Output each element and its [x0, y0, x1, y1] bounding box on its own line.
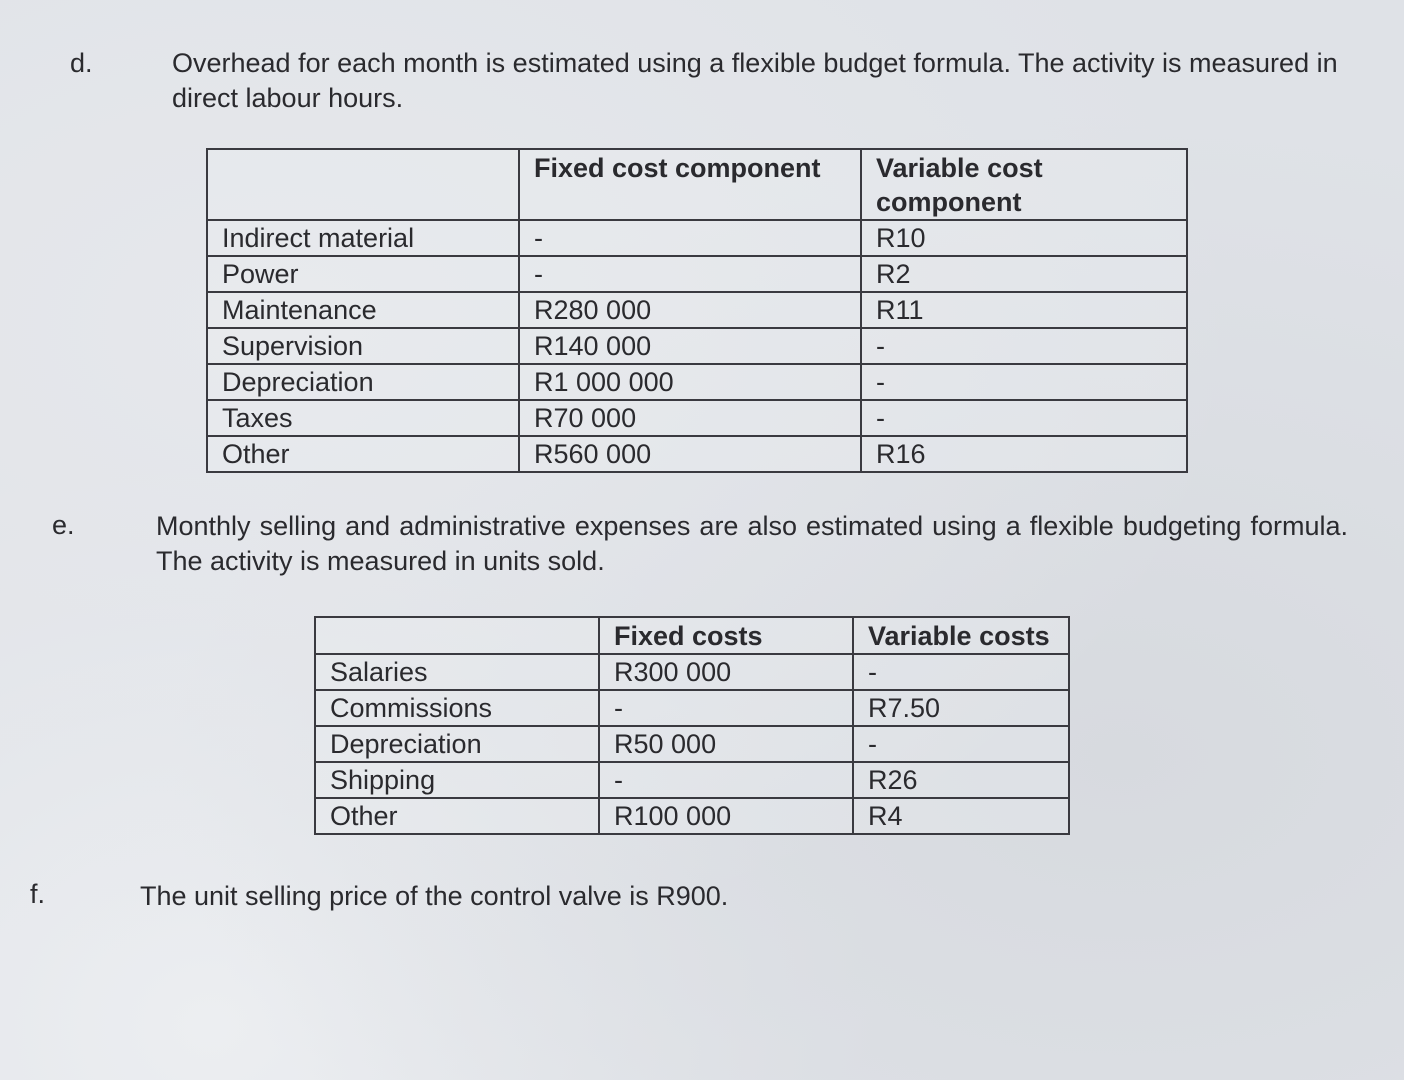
selling-cell-item: Shipping: [315, 762, 599, 798]
overhead-cell-fixed: R140 000: [519, 328, 861, 364]
overhead-cell-item: Indirect material: [207, 220, 519, 256]
overhead-cell-variable: R11: [861, 292, 1187, 328]
overhead-cell-variable: R16: [861, 436, 1187, 472]
overhead-table-header-row: [207, 149, 1187, 220]
selling-cell-fixed: R100 000: [599, 798, 853, 834]
selling-cell-fixed: -: [599, 690, 853, 726]
overhead-cell-item: Other: [207, 436, 519, 472]
selling-header-item: [315, 617, 599, 654]
overhead-cell-variable: -: [861, 400, 1187, 436]
item-e-text: Monthly selling and administrative expenses are also estimated using a flexible budgeting formula. The activity is measured in units sold.: [156, 511, 1348, 576]
item-f-marker: f.: [30, 879, 46, 909]
table-row: [207, 364, 1187, 400]
table-row: [207, 256, 1187, 292]
overhead-budget-table: [206, 148, 1188, 473]
selling-cell-item: Salaries: [315, 654, 599, 690]
overhead-cell-item: Power: [207, 256, 519, 292]
selling-cell-item: Commissions: [315, 690, 599, 726]
selling-cell-fixed: R300 000: [599, 654, 853, 690]
overhead-cell-item: Depreciation: [207, 364, 519, 400]
overhead-cell-fixed: R70 000: [519, 400, 861, 436]
overhead-cell-variable: R10: [861, 220, 1187, 256]
selling-cell-variable: -: [853, 654, 1069, 690]
selling-cell-fixed: -: [599, 762, 853, 798]
item-e-marker: e.: [52, 510, 75, 540]
table-row: [315, 690, 1069, 726]
selling-admin-budget-table: [314, 616, 1070, 835]
overhead-cell-variable: -: [861, 364, 1187, 400]
item-f-text: The unit selling price of the control valve is R900.: [140, 881, 729, 911]
overhead-cell-fixed: R560 000: [519, 436, 861, 472]
selling-table-header-row: [315, 617, 1069, 654]
item-d-marker: d.: [70, 48, 93, 78]
selling-cell-variable: R7.50: [853, 690, 1069, 726]
overhead-table-body: [207, 220, 1187, 472]
table-row: [207, 436, 1187, 472]
selling-cell-variable: R26: [853, 762, 1069, 798]
table-row: [315, 726, 1069, 762]
overhead-cell-fixed: R280 000: [519, 292, 861, 328]
overhead-cell-fixed: R1 000 000: [519, 364, 861, 400]
overhead-cell-fixed: -: [519, 256, 861, 292]
selling-cell-fixed: R50 000: [599, 726, 853, 762]
selling-header-fixed: Fixed costs: [599, 617, 853, 654]
table-row: [207, 328, 1187, 364]
table-row: [207, 220, 1187, 256]
item-d-text: Overhead for each month is estimated using a flexible budget formula. The activity is measured in direct labour hours.: [172, 48, 1338, 113]
selling-cell-variable: -: [853, 726, 1069, 762]
selling-cell-item: Depreciation: [315, 726, 599, 762]
overhead-cell-item: Taxes: [207, 400, 519, 436]
table-row: [207, 292, 1187, 328]
table-row: [315, 798, 1069, 834]
overhead-cell-item: Supervision: [207, 328, 519, 364]
selling-header-variable: Variable costs: [853, 617, 1069, 654]
overhead-cell-item: Maintenance: [207, 292, 519, 328]
table-row: [315, 762, 1069, 798]
table-row: [207, 400, 1187, 436]
overhead-header-fixed: Fixed cost component: [519, 149, 861, 220]
overhead-cell-fixed: -: [519, 220, 861, 256]
selling-cell-variable: R4: [853, 798, 1069, 834]
overhead-cell-variable: -: [861, 328, 1187, 364]
overhead-header-item: [207, 149, 519, 220]
table-row: [315, 654, 1069, 690]
overhead-header-variable: Variable cost component: [861, 149, 1187, 220]
overhead-cell-variable: R2: [861, 256, 1187, 292]
selling-table-body: [315, 654, 1069, 834]
selling-cell-item: Other: [315, 798, 599, 834]
